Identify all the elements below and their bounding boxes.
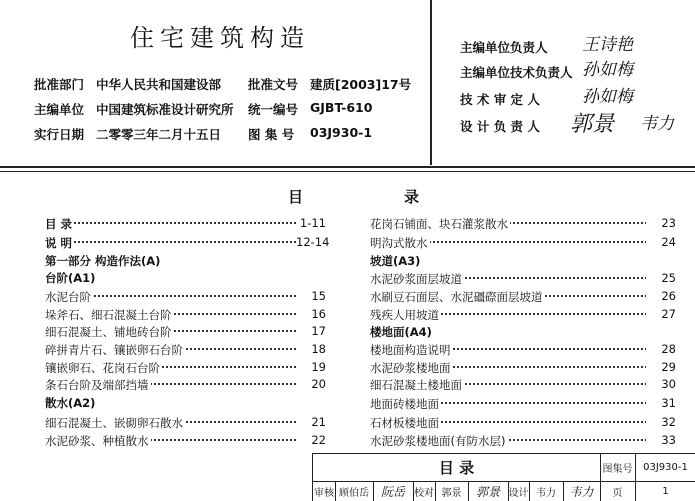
title-block-title: 目 录	[438, 459, 475, 477]
toc-entry[interactable]	[45, 289, 326, 305]
toc-entry-page: 21	[296, 415, 326, 429]
toc-group-heading	[45, 395, 326, 411]
design-label: 设计	[508, 488, 529, 499]
unified-no-value: GJBT-610	[310, 100, 373, 115]
signature-role: 设 计 负 责 人	[460, 119, 540, 134]
toc-entry-label: 碎拼青片石、镶嵌卵石台阶	[45, 343, 183, 357]
header-rule-thick	[0, 166, 695, 168]
toc-entry[interactable]	[45, 235, 330, 251]
toc-entry-page: 32	[646, 415, 676, 429]
toc-entry-page: 29	[646, 360, 676, 374]
approval-dept-value: 中华人民共和国建设部	[96, 77, 222, 92]
toc-entry-page: 24	[646, 235, 676, 249]
designer-name: 韦力	[536, 488, 556, 499]
toc-entry-page: 12-14	[296, 235, 330, 249]
toc-group-heading	[45, 270, 326, 286]
toc-entry-page: 25	[646, 271, 676, 285]
toc-entry-page: 16	[296, 307, 326, 321]
checker-signature: 郭景	[475, 485, 500, 499]
toc-entry-page: 17	[296, 324, 326, 338]
signature-mark-2: 韦力	[640, 114, 674, 134]
toc-entry[interactable]	[45, 415, 326, 431]
toc-entry[interactable]	[370, 216, 676, 232]
toc-entry-label: 细石混凝土、铺地砖台阶	[45, 325, 172, 339]
toc-entry-label: 目 录	[45, 217, 73, 231]
toc-entry[interactable]	[45, 324, 326, 340]
toc-entry-label: 条石台阶及端部挡墙	[45, 378, 149, 392]
signature-mark: 郭景	[570, 112, 615, 137]
signature-role: 技 术 审 定 人	[460, 92, 540, 107]
toc-entry[interactable]	[370, 342, 676, 358]
signature-mark: 孙如梅	[582, 87, 633, 107]
leader-dots	[45, 222, 300, 224]
toc-entry[interactable]	[45, 360, 326, 376]
approval-no-value: 建质[2003]17号	[310, 77, 412, 92]
leader-dots	[45, 241, 300, 243]
checker-name: 郭景	[441, 488, 462, 499]
editor-unit-value: 中国建筑标准设计研究所	[96, 102, 234, 117]
effective-value: 二零零三年二月十五日	[96, 127, 222, 142]
page-value: 1	[662, 486, 669, 497]
toc-group-label: 坡道(A3)	[370, 254, 421, 268]
header-divider	[430, 0, 432, 165]
toc-entry-label: 水泥台阶	[45, 290, 91, 304]
toc-group-label: 台阶(A1)	[45, 271, 96, 285]
toc-entry-page: 33	[646, 433, 676, 447]
toc-entry-label: 水刷豆石面层、水泥礓磜面层坡道	[370, 290, 543, 304]
toc-entry[interactable]	[45, 342, 326, 358]
header-rule-thin	[0, 171, 695, 172]
toc-entry[interactable]	[45, 307, 326, 323]
toc-group-label: 散水(A2)	[45, 396, 96, 410]
toc-entry[interactable]	[370, 415, 676, 431]
editor-unit-label: 主编单位	[34, 102, 85, 117]
toc-entry[interactable]	[370, 433, 676, 449]
toc-entry-label: 花岗石铺面、块石灌浆散水	[370, 217, 508, 231]
toc-entry-page: 20	[296, 377, 326, 391]
signature-row-2	[460, 60, 633, 81]
toc-entry-page: 26	[646, 289, 676, 303]
toc-entry-label: 楼地面构造说明	[370, 343, 451, 357]
toc-entry-page: 1-11	[296, 216, 326, 230]
page-label: 页	[612, 488, 623, 499]
toc-entry-label: 细石混凝土楼地面	[370, 378, 462, 392]
approval-no-label: 批准文号	[248, 77, 299, 92]
toc-entry-label: 镶嵌卵石、花岗石台阶	[45, 361, 160, 375]
toc-entry-label: 残疾人用坡道	[370, 308, 439, 322]
toc-entry-label: 石材板楼地面	[370, 416, 439, 430]
toc-entry[interactable]	[370, 271, 676, 287]
toc-entry[interactable]	[45, 433, 326, 449]
toc-entry[interactable]	[370, 289, 676, 305]
toc-entry-page: 18	[296, 342, 326, 356]
toc-entry[interactable]	[370, 377, 676, 393]
review-label: 审核	[314, 488, 334, 499]
toc-entry-label: 说 明	[45, 236, 73, 250]
check-label: 校对	[414, 488, 434, 499]
toc-entry[interactable]	[370, 396, 676, 412]
designer-signature: 韦力	[569, 485, 594, 499]
toc-entry[interactable]	[370, 360, 676, 376]
toc-entry[interactable]	[370, 235, 676, 251]
toc-entry[interactable]	[45, 216, 326, 232]
toc-entry-page: 23	[646, 216, 676, 230]
toc-entry-label: 水泥砂浆面层坡道	[370, 272, 462, 286]
effective-label: 实行日期	[34, 127, 85, 142]
atlas-value: 03J930-1	[643, 462, 688, 473]
toc-entry-page: 22	[296, 433, 326, 447]
atlas-no-value: 03J930-1	[310, 125, 373, 140]
contents-heading-left: 目	[288, 188, 304, 206]
toc-group-label: 楼地面(A4)	[370, 325, 432, 339]
toc-group-heading	[45, 253, 326, 269]
toc-entry-page: 15	[296, 289, 326, 303]
toc-entry[interactable]	[370, 307, 676, 323]
signature-row-4	[460, 112, 674, 137]
toc-group-heading	[370, 253, 676, 269]
reviewer-signature: 阮岳	[380, 485, 405, 499]
toc-entry[interactable]	[45, 377, 326, 393]
signature-role: 主编单位负责人	[460, 40, 548, 55]
contents-heading-right: 录	[404, 188, 420, 206]
atlas-no-label: 图 集 号	[248, 127, 295, 142]
signature-mark: 孙如梅	[582, 60, 633, 80]
approval-dept-label: 批准部门	[34, 77, 85, 92]
toc-entry-page: 31	[646, 396, 676, 410]
signature-role: 主编单位技术负责人	[460, 65, 573, 80]
reviewer-name: 顾伯岳	[339, 488, 369, 499]
toc-entry-label: 水泥砂浆、种植散水	[45, 434, 149, 448]
signature-row-1	[460, 35, 633, 56]
toc-group-heading	[370, 324, 676, 340]
toc-entry-label: 垛斧石、细石混凝土台阶	[45, 308, 172, 322]
signature-row-3	[460, 87, 633, 108]
signature-mark: 王诗艳	[582, 35, 633, 55]
toc-entry-label: 水泥砂浆楼地面(有防水层)	[370, 434, 506, 448]
toc-entry-page: 27	[646, 307, 676, 321]
toc-entry-label: 水泥砂浆楼地面	[370, 361, 451, 375]
toc-group-label: 第一部分 构造作法(A)	[45, 254, 161, 268]
title-block	[312, 453, 695, 501]
toc-entry-page: 28	[646, 342, 676, 356]
toc-entry-page: 30	[646, 377, 676, 391]
unified-no-label: 统一编号	[248, 102, 299, 117]
toc-entry-page: 19	[296, 360, 326, 374]
toc-entry-label: 地面砖楼地面	[370, 397, 439, 411]
atlas-label: 图集号	[602, 464, 633, 475]
toc-entry-label: 明沟式散水	[370, 236, 428, 250]
toc-entry-label: 细石混凝土、嵌砌卵石散水	[45, 416, 183, 430]
document-title: 住宅建筑构造	[130, 24, 310, 52]
